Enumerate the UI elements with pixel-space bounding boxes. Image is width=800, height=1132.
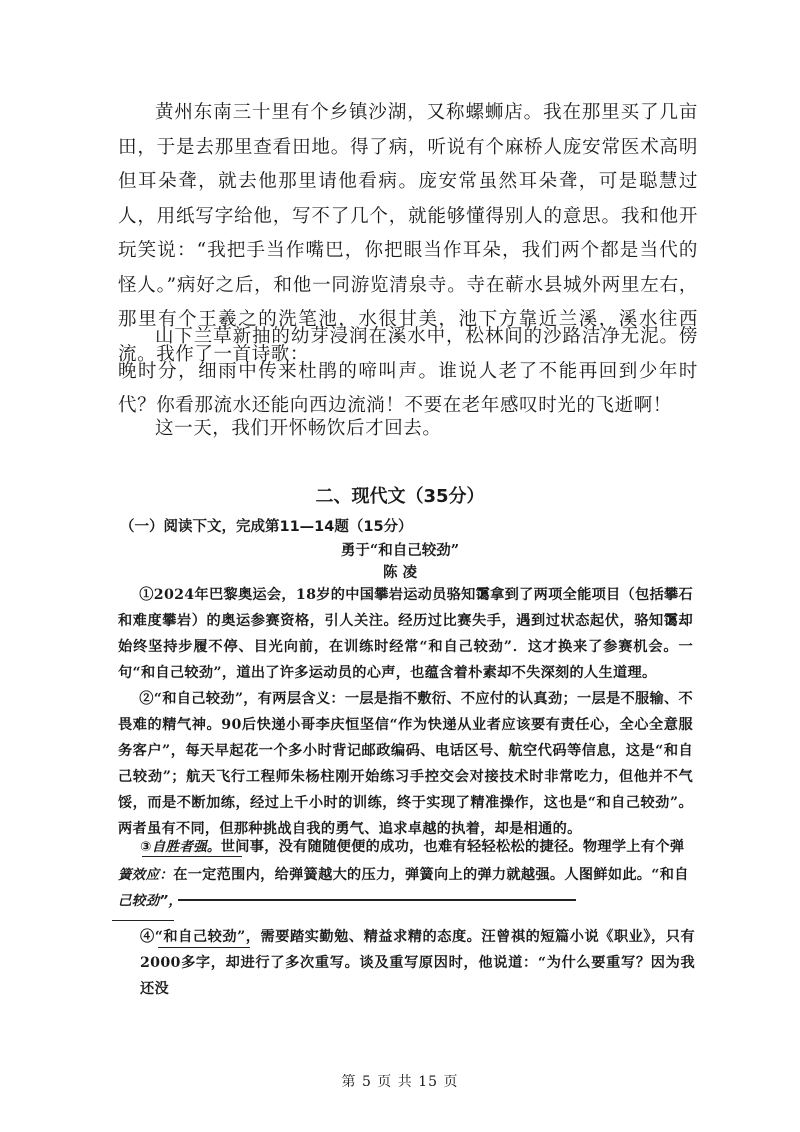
story-paragraph-1: 黄州东南三十里有个乡镇沙湖，又称螺蛳店。我在那里买了几亩田，于是去那里查看田地。得了病，听说有个麻桥人庞安常医术高明但耳朵聋，就去他那里请他看病。庞安常虽然耳朵聋，可是聪慧过人，用纸写字给他，写不了几个，就能够懂得别人的意思。我和他开玩笑说：“我把手当作嘴巴，你把眼当作耳朵，我们两个都是当代的怪人。”病好之后，和他一同游览清泉寺。寺在蕲水县城外两里左右，那里有个王羲之的洗笔池，水很甘美，池下方靠近兰溪，溪水往西流。我作了一首诗歌： bbox=[118, 102, 698, 365]
handwritten-note: 己较劲”， bbox=[118, 893, 183, 909]
paragraph-4-quote: “和自己较劲”， bbox=[154, 929, 261, 945]
handwritten-note: 簧效应： bbox=[118, 867, 174, 883]
handwritten-underline bbox=[158, 947, 250, 948]
article-title: 勇于“和自己较劲” bbox=[340, 542, 460, 559]
handwritten-dash bbox=[112, 920, 174, 921]
article-paragraph-4 bbox=[140, 924, 695, 1002]
sub-heading: （一）阅读下文，完成第11—14题（15分） bbox=[120, 519, 413, 535]
paragraph-3-text: 世间事，没有随随便便的成功，也难有轻轻松松的捷径。物理学上有个弹 bbox=[220, 839, 685, 855]
article-paragraph-3-line3 bbox=[118, 888, 188, 914]
article-author: 陈 凌 bbox=[382, 564, 418, 581]
handwritten-underline bbox=[142, 856, 242, 857]
story-paragraph-poem: 山下兰草新抽的幼芽浸润在溪水中，松林间的沙路洁净无泥。傍晚时分，细雨中传来杜鹃的啼叫声。谁说人老了不能再回到少年时代？你看那流水还能向西边流淌！不要在老年感叹时光的飞逝啊！ bbox=[118, 326, 698, 416]
article-paragraph-1: ①2024年巴黎奥运会，18岁的中国攀岩运动员骆知霭拿到了两项全能项目（包括攀石和难度攀岩）的奥运参赛资格，引人关注。经历过比赛失手，遇到过状态起伏，骆知霭却始终坚持步履不停、目光向前，在训练时经常“和自己较劲”．这才换来了参赛机会。一句“和自己较劲”，道出了许多运动员的心声，也蕴含着朴素却不失深刻的人生道理。 bbox=[118, 587, 693, 681]
paragraph-4-number: ④ bbox=[140, 929, 155, 945]
section-title: 二、现代文（35分） bbox=[315, 486, 485, 507]
answer-blank[interactable] bbox=[178, 899, 576, 901]
story-paragraph-3: 这一天，我们开怀畅饮后才回去。 bbox=[155, 418, 442, 439]
paragraph-3-text-2: 在一定范围内，给弹簧越大的压力，弹簧向上的弹力就越强。人图鲜如此。“和自 bbox=[173, 867, 689, 883]
article-paragraph-3-line2 bbox=[118, 862, 693, 888]
paragraph-4-text: 需要踏实勤勉、精益求精的态度。汪曾祺的短篇小说《职业》，只有2000多字，却进行了多次重写。谈及重写原因时，他说道：“为什么要重写？因为我还没 bbox=[140, 929, 695, 997]
handwritten-note: ③自胜者强。 bbox=[140, 839, 221, 855]
page-footer: 第 5 页 共 15 页 bbox=[341, 1074, 459, 1090]
article-paragraph-2: ②“和自己较劲”，有两层含义：一层是指不敷衍、不应付的认真劲；一层是不服输、不畏难的精气神。90后快递小哥李庆恒坚信“作为快递从业者应该要有责任心，全心全意服务客户”，每天早起花一个多小时背记邮政编码、电话区号、航空代码等信息，这是“和自己较劲”；航天飞行工程师朱杨柱刚开始练习手控交会对接技术时非常吃力，但他并不气馁，而是不断加练，经过上千小时的训练，终于实现了精准操作，这也是“和自己较劲”。两者虽有不同，但那种挑战自我的勇气、追求卓越的执着，却是相通的。 bbox=[118, 691, 693, 837]
